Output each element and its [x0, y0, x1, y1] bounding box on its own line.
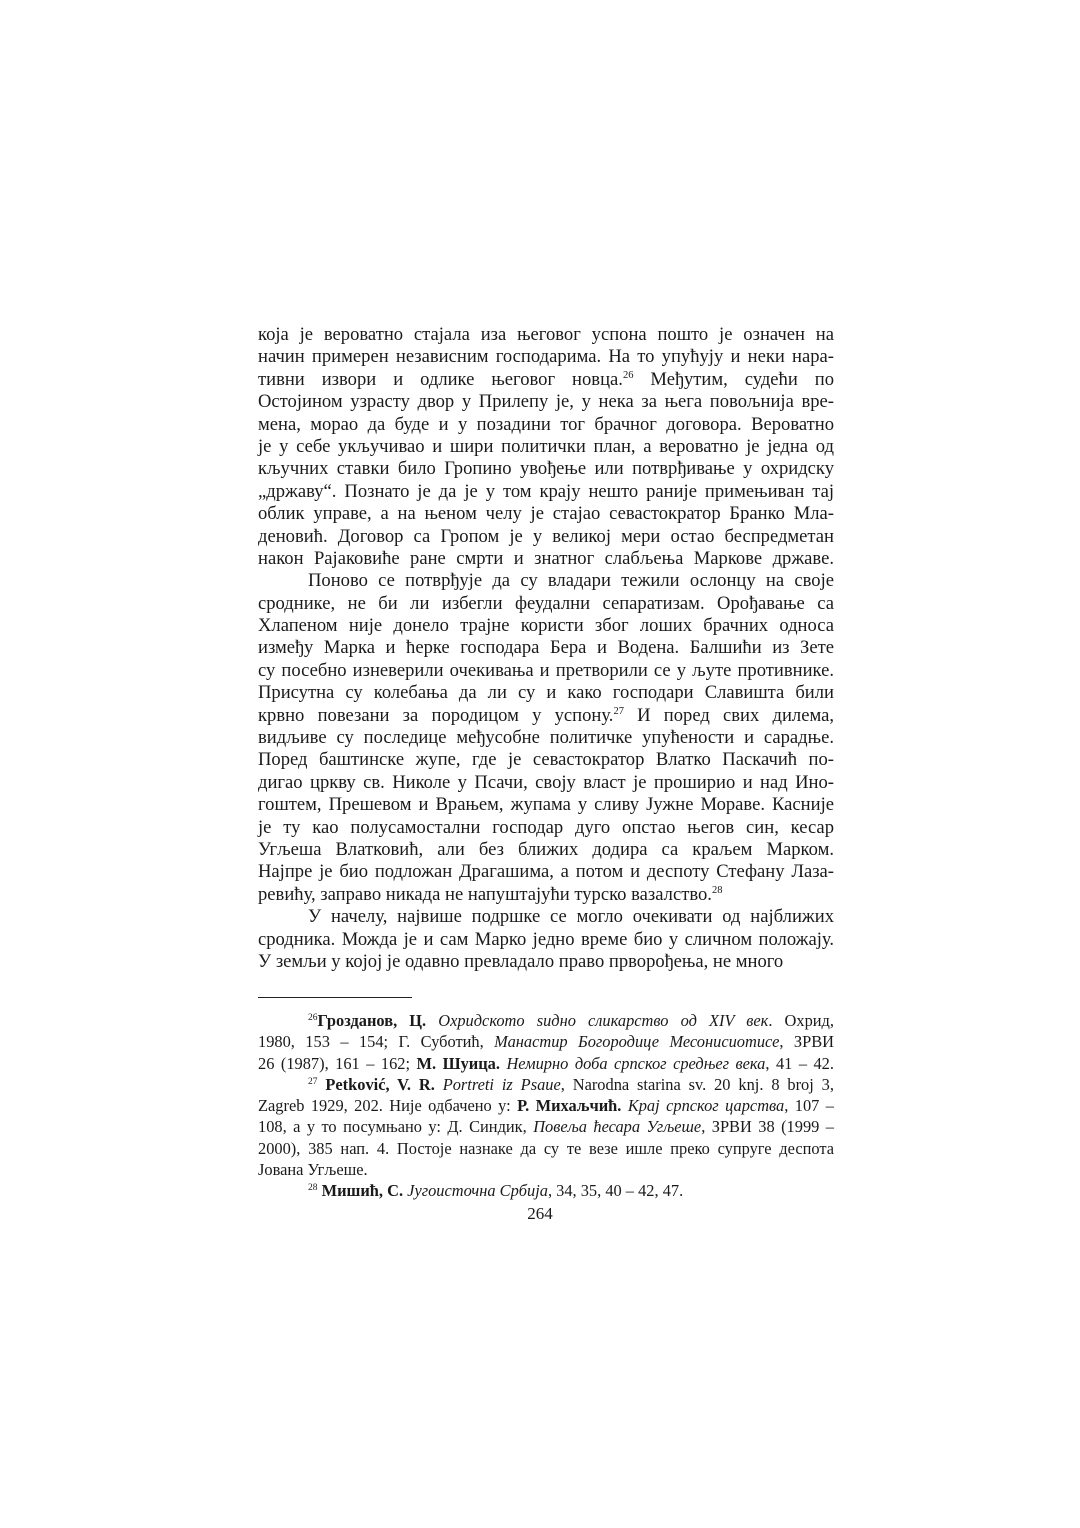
text-line: начин примерен независним господарима. На то упућују и неки нара- — [258, 346, 834, 368]
text-line: кључних ставки било Гропино увођење или потврђивање у охридску — [258, 458, 834, 480]
text-line: ревићу, заправо никада не напуштајући турско вазалство.$^{28}$ — [258, 883, 723, 905]
footnote-line: 2000), 385 нап. 4. Постоје назнаке да су те везе ишле преко супруге деспота — [258, 1138, 834, 1158]
footnote-ref: 26 — [622, 369, 634, 381]
text-line: тивни извори и одлике његовог новца.$^{26}$ Међутим, судећи по — [258, 368, 835, 390]
text-line: деновић. Договор са Гропом је у великој мери остао беспредметан — [258, 525, 834, 547]
main-text — [258, 324, 834, 973]
footnote-ref: 28 — [711, 884, 723, 896]
text-line: су посебно изневерили очекивања и претворили се у љуте противнике. — [258, 659, 834, 681]
text-line: је ту као полусамостални господар дуго опстао његов син, кесар — [258, 816, 834, 838]
text-line: која је вероватно стајала иза његовог успона пошто је означен на — [258, 324, 834, 345]
footnote-ref: 27 — [613, 705, 624, 717]
text-line: облик управе, а на њеном челу је стајао севастократор Бранко Мла- — [258, 503, 834, 525]
footnote-line: $^{28}$ Мишић, С. Југоисточна Србија, 34, 35, 40 – 42, 47. — [308, 1181, 684, 1201]
text-line: Најпре је био подложан Драгашима, а потом и деспоту Стефану Лаза- — [258, 861, 834, 883]
footnote-line: Јована Угљеше. — [258, 1160, 368, 1180]
text-line: видљиве су последице међусобне политичке упућености и сарадње. — [258, 727, 834, 749]
text-line: Угљеша Влатковић, али без ближих додира са краљем Марком. — [258, 838, 834, 860]
text-line: У начелу, највише подршке се могло очекивати од најближих — [308, 906, 834, 928]
footnote-line: 1980, 153 – 154; Г. Суботић, Манастир Богородице Месонисиотисе, ЗРВИ — [258, 1032, 834, 1052]
footnotes — [258, 1010, 834, 1202]
footnote-line: $^{27}$ Petković, V. R. Portreti iz Psaиe, Narodna starina sv. 20 knj. 8 broj 3, — [308, 1074, 834, 1094]
text-line: Хлапеном није донело трајне користи због лоших брачних односа — [258, 615, 834, 637]
page-number: 264 — [527, 1204, 553, 1223]
text-line: дигао цркву св. Николе у Псачи, своју власт је проширио и над Ино- — [258, 771, 834, 793]
footnote-line: 26 (1987), 161 – 162; М. Шуица. Немирно доба српског средњег века, 41 – 42. — [258, 1053, 834, 1073]
text-line: Поново се потврђује да су владари тежили ослонцу на своје — [308, 570, 834, 592]
text-line: Остојином узрасту двор у Прилепу је, у нека за њега повољнија вре- — [258, 391, 834, 413]
text-line: Присутна су колебања да ли су и како господари Славишта били — [258, 682, 834, 704]
text-line: крвно повезани за породицом у успону.$^{27}$ И поред свих дилема, — [258, 704, 834, 726]
footnote-line: $^{26}$Грозданов, Ц. Охридското ѕидно сликарство од XIV век. Охрид, — [308, 1011, 834, 1030]
text-line: након Рајаковиће ране смрти и знатног слабљења Маркове државе. — [258, 547, 834, 569]
text-line: је у себе укључивао и шири политички план, а вероватно је једна од — [258, 435, 834, 457]
text-line: између Марка и ћерке господара Бера и Водена. Балшићи из Зете — [258, 637, 834, 659]
footnote-separator — [258, 997, 412, 998]
text-line: гоштем, Прешевом и Врањем, жупама у сливу Јужне Мораве. Касније — [258, 794, 834, 816]
text-line: мена, морао да буде и у позадини тог брачног договора. Вероватно — [258, 413, 834, 435]
text-line: У земљи у којој је одавно превладало право прворођења, не много — [258, 950, 784, 972]
text-line: сроднике, не би ли избегли феудални сепаратизам. Орођавање са — [258, 592, 834, 614]
text-line: Поред баштинске жупе, где је севастократор Влатко Паскачић по- — [258, 749, 834, 771]
text-line: „државу“. Познато је да је у том крају нешто раније примењиван тај — [258, 480, 834, 502]
footnote-line: 108, а у то посумњано у: Д. Синдик, Повеља ћесара Угљеше, ЗРВИ 38 (1999 – — [258, 1117, 834, 1137]
footnote-line: Zagreb 1929, 202. Није одбачено у: Р. Михаљчић. Крај српског царства, 107 – — [258, 1096, 834, 1116]
text-line: сродника. Можда је и сам Марко једно време био у сличном положају. — [258, 928, 834, 950]
